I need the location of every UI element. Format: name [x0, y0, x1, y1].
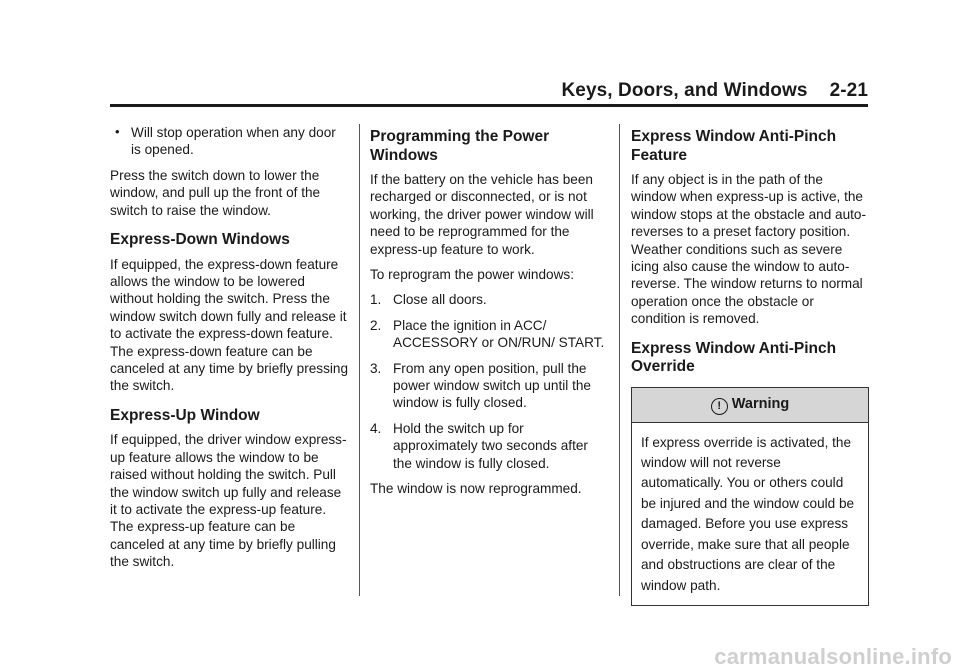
- watermark: carmanualsonline.info: [714, 644, 952, 669]
- heading-programming: Programming the Power Windows: [370, 128, 550, 164]
- step-text: Place the ignition in ACC/ ACCESSORY or ON/RUN/ START.: [393, 317, 605, 351]
- step-item: [370, 317, 608, 352]
- page-header: [561, 80, 868, 102]
- step-text: Close all doors.: [393, 292, 487, 308]
- warning-icon: !: [711, 398, 728, 415]
- bullet-item: • Will stop operation when any door is opened.: [110, 124, 348, 159]
- step-number: 2.: [370, 317, 382, 333]
- header-rule: [110, 104, 868, 107]
- section-title: Keys, Doors, and Windows: [561, 80, 808, 101]
- heading-anti-pinch: Express Window Anti-Pinch Feature: [631, 128, 837, 164]
- step-item: [370, 360, 608, 412]
- steps-lead: To reprogram the power windows:: [370, 267, 574, 283]
- step-number: 1.: [370, 292, 382, 308]
- step-item: [370, 291, 608, 308]
- warning-box: [631, 387, 869, 606]
- column-middle: [370, 124, 608, 506]
- warning-text: If express override is activated, the window will not reverse automatically. You or others could be injured and the window could be damaged. Before you use express override, make sure that all people and obstructions are clear of the window path.: [641, 434, 855, 593]
- bullet-list: [110, 124, 348, 159]
- column-right: [631, 124, 869, 606]
- step-number: 3.: [370, 360, 382, 376]
- heading-express-up: Express-Up Window: [110, 406, 260, 424]
- intro-paragraph: Press the switch down to lower the window, and pull up the front of the switch to raise the window.: [110, 167, 321, 218]
- step-text: Hold the switch up for approximately two seconds after the window is fully closed.: [393, 420, 588, 471]
- warning-title: Warning: [731, 395, 790, 412]
- step-number: 4.: [370, 420, 382, 436]
- paragraph-express-down: If equipped, the express-down feature allows the window to be lowered without holding the switch. Press the window switch down fully and release it to activate the express-down feature. The express-down feature can be canceled at any time by briefly pressing the switch.: [110, 256, 349, 394]
- column-divider-1: [359, 124, 360, 596]
- paragraph-anti-pinch: If any object is in the path of the window when express-up is active, the window stops at the obstacle and auto-reverses to a preset factory position. Weather conditions such as severe icing also cause the window to auto-reverse. The window returns to normal operation once the obstacle or condition is removed.: [631, 172, 867, 327]
- column-divider-2: [619, 124, 620, 596]
- page-number: 2-21: [829, 80, 868, 101]
- heading-express-down: Express-Down Windows: [110, 231, 290, 249]
- warning-header: [632, 388, 868, 423]
- steps-list: [370, 291, 608, 472]
- column-left: [110, 124, 348, 579]
- paragraph-programming: If the battery on the vehicle has been recharged or disconnected, or is not working, the driver power window will need to be reprogrammed for the express-up feature to work.: [370, 172, 594, 257]
- paragraph-express-up: If equipped, the driver window express-up feature allows the window to be raised without holding the switch. Pull the window switch up fully and release it to activate the express-up feature. The express-up feature can be canceled at any time by briefly pulling the switch.: [110, 432, 347, 570]
- step-item: [370, 420, 608, 472]
- heading-anti-pinch-override: Express Window Anti-Pinch Override: [631, 339, 837, 376]
- step-text: From any open position, pull the power window switch up until the window is fully closed.: [393, 360, 591, 411]
- closing-paragraph: The window is now reprogrammed.: [370, 481, 582, 497]
